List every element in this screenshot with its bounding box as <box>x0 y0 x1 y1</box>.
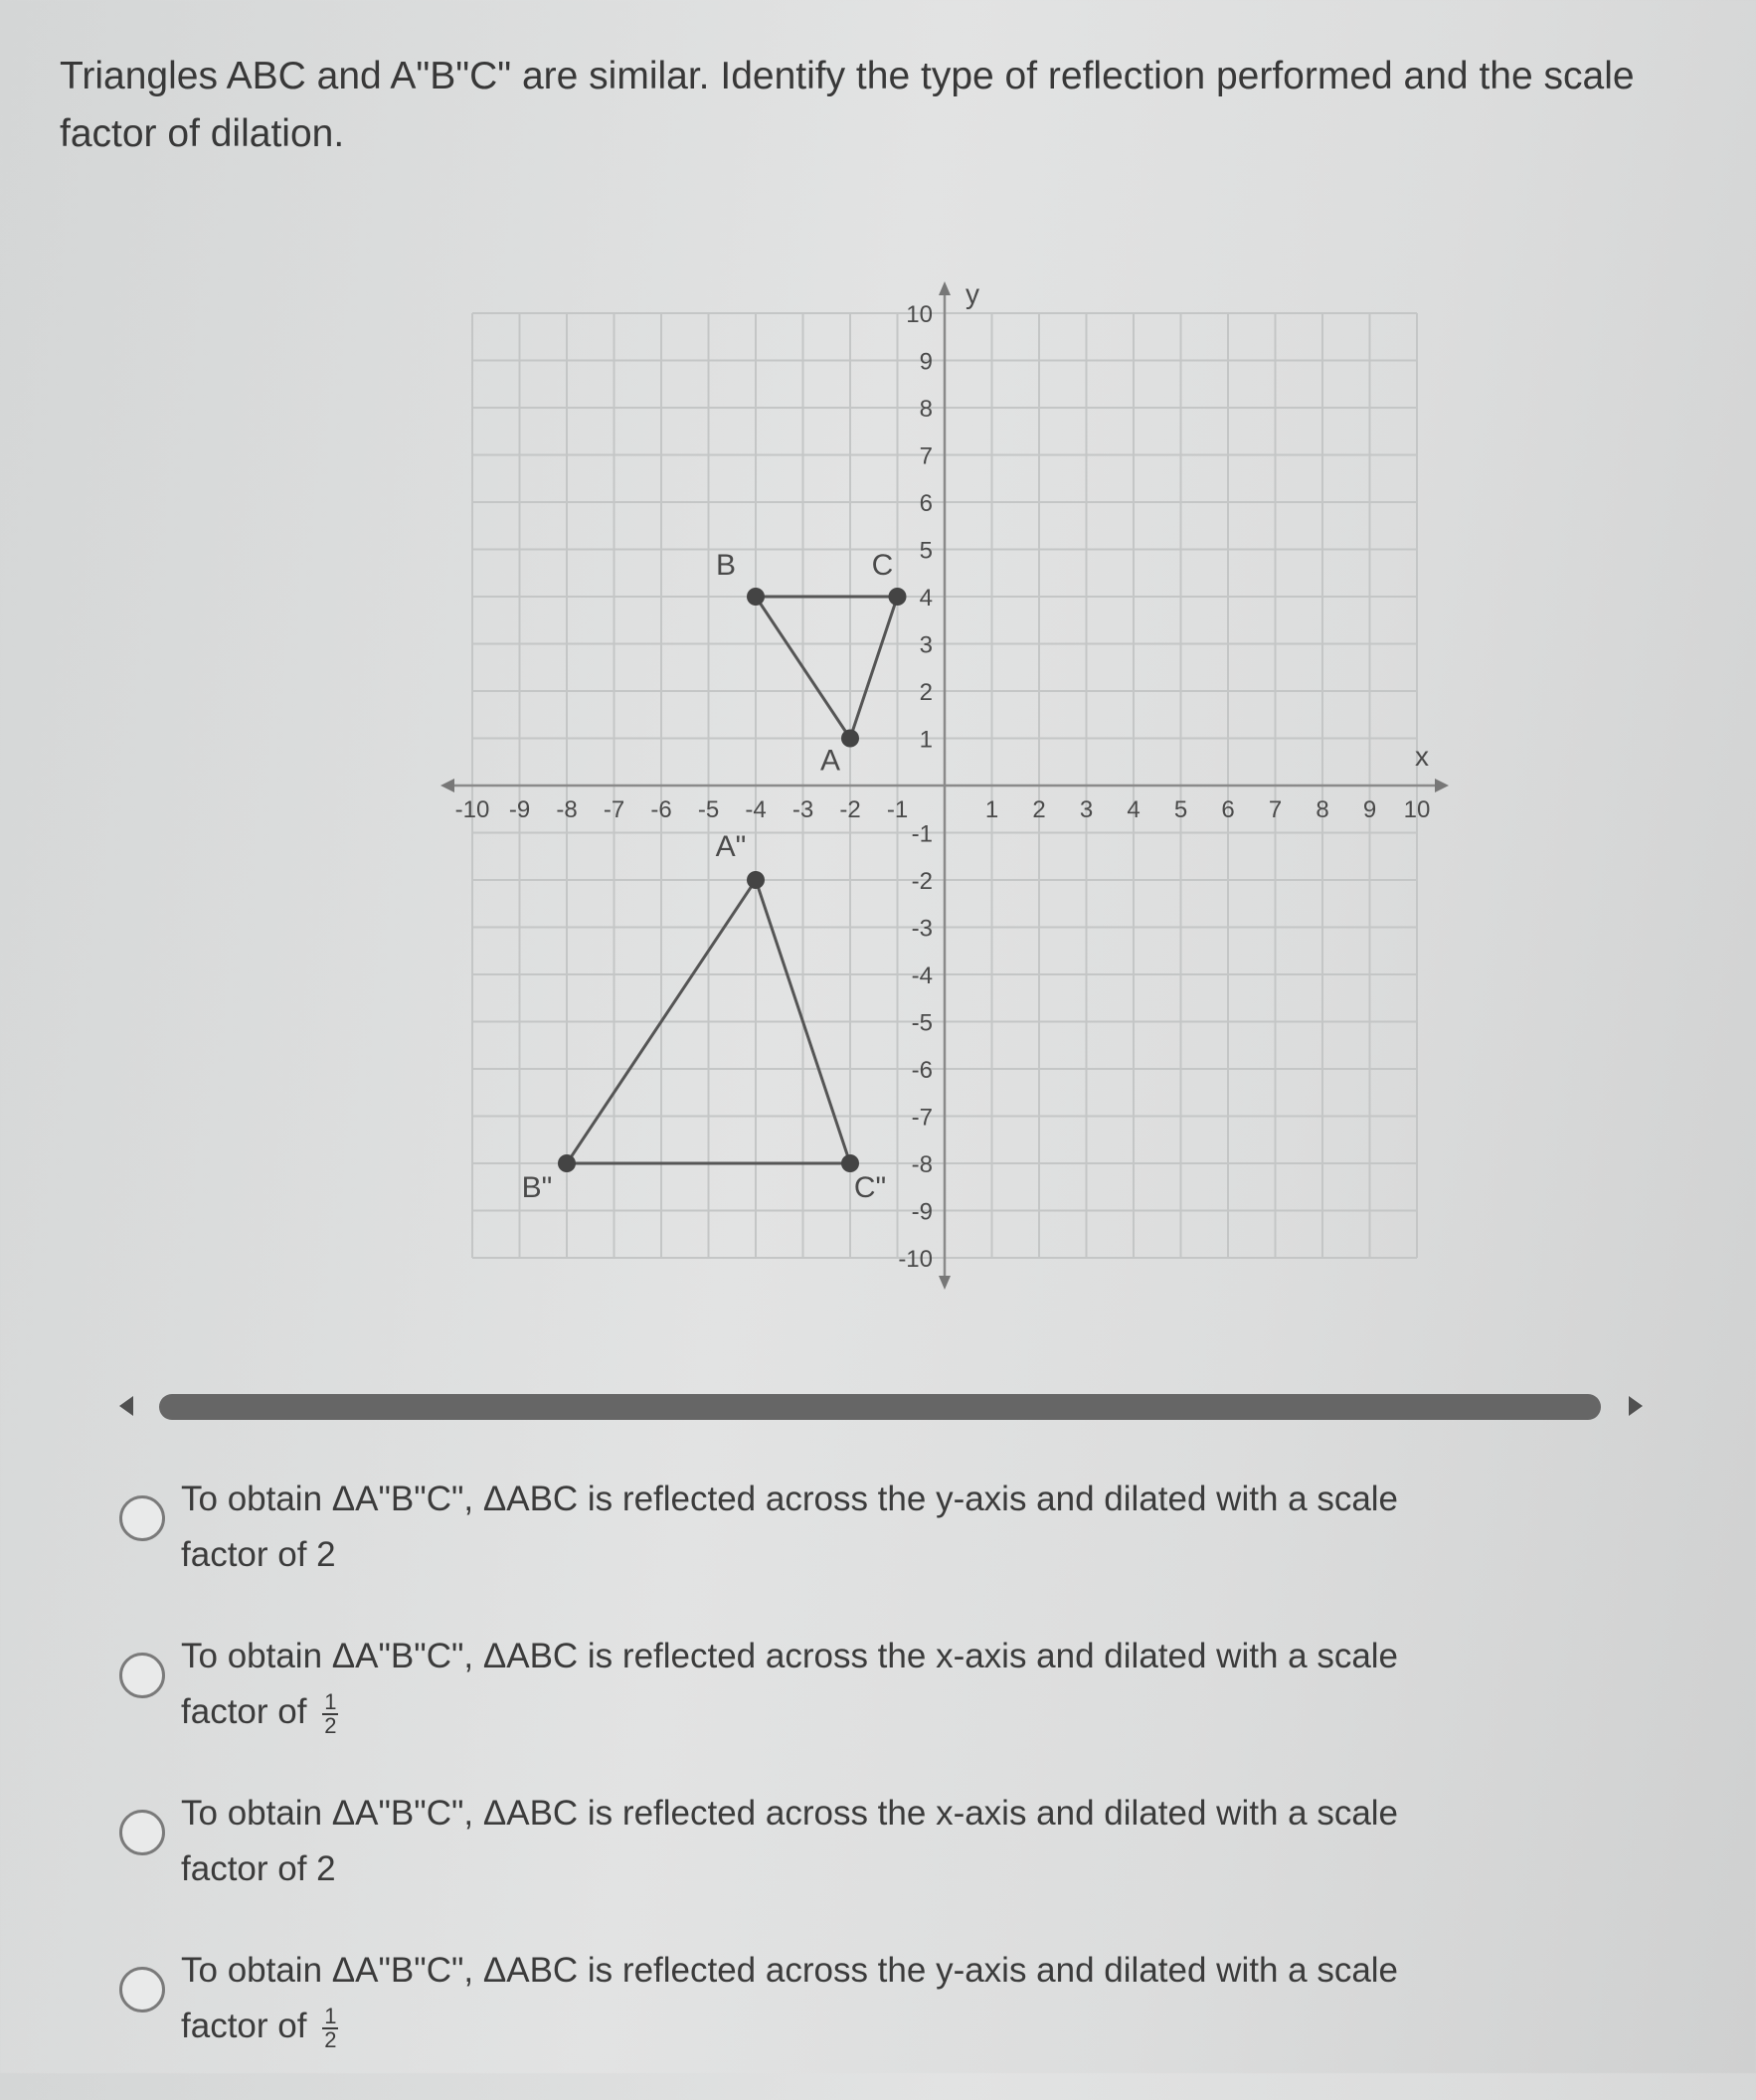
fraction: $\frac{1}{2}$ <box>324 2003 337 2052</box>
x-tick-label: -1 <box>886 796 909 823</box>
y-tick-label: 3 <box>919 631 933 659</box>
vertex-point <box>747 871 765 889</box>
y-tick-label: 10 <box>906 301 933 328</box>
x-tick-label: 7 <box>1268 796 1283 823</box>
x-tick-label: -7 <box>603 796 625 823</box>
y-tick-label: -6 <box>911 1057 933 1084</box>
fraction: $\frac{1}{2}$ <box>324 1688 337 1738</box>
y-tick-label: -10 <box>898 1246 933 1273</box>
y-tick-label: -8 <box>911 1151 933 1178</box>
y-tick-label: 8 <box>919 396 933 423</box>
vertex-point <box>841 730 859 748</box>
y-tick-label: 2 <box>919 679 933 706</box>
radio-button[interactable] <box>119 1967 165 2012</box>
y-tick-label: 1 <box>919 726 933 754</box>
answer-option-4[interactable] <box>119 1943 1670 2054</box>
horizontal-scrollbar[interactable] <box>109 1390 1651 1426</box>
y-tick-label: -4 <box>911 962 933 989</box>
y-tick-label: -9 <box>911 1198 933 1226</box>
x-tick-label: -8 <box>556 796 578 823</box>
x-axis-label: x <box>1415 741 1429 772</box>
x-tick-label: 4 <box>1127 796 1141 823</box>
x-tick-label: -5 <box>697 796 720 823</box>
x-tick-label: 10 <box>1403 796 1431 823</box>
triangle-ABC <box>756 597 898 739</box>
y-tick-label: -2 <box>911 868 933 895</box>
vertex-point <box>889 588 907 606</box>
x-tick-label: 5 <box>1173 796 1188 823</box>
answer-option-1[interactable] <box>119 1472 1670 1583</box>
x-tick-label: 9 <box>1362 796 1377 823</box>
y-axis-down-arrow-icon <box>939 1276 951 1290</box>
x-axis-right-arrow-icon <box>1435 779 1449 792</box>
vertex-point <box>747 588 765 606</box>
y-axis-up-arrow-icon <box>939 281 951 295</box>
y-tick-label: 7 <box>919 442 933 470</box>
scroll-left-arrow-icon[interactable] <box>119 1396 133 1416</box>
radio-button[interactable] <box>119 1495 165 1541</box>
y-tick-label: 4 <box>919 585 933 612</box>
scroll-right-arrow-icon[interactable] <box>1629 1396 1643 1416</box>
y-tick-label: -3 <box>911 915 933 943</box>
y-axis-label: y <box>966 278 979 309</box>
answer-option-2[interactable] <box>119 1629 1670 1740</box>
radio-button[interactable] <box>119 1653 165 1698</box>
x-tick-label: -6 <box>650 796 672 823</box>
vertex-label: B" <box>521 1171 553 1204</box>
vertex-label: A" <box>715 830 747 863</box>
x-tick-label: 3 <box>1079 796 1094 823</box>
vertex-label: C" <box>853 1171 887 1204</box>
answer-options <box>119 1472 1670 2100</box>
question-text: Triangles ABC and A"B"C" are similar. Identify the type of reflection performed and the scale factor of dilation. <box>60 55 1635 155</box>
x-tick-label: -4 <box>745 796 767 823</box>
coordinate-graph <box>398 259 1492 1312</box>
option-text[interactable]: To obtain ΔA"B"C", ΔABC is reflected across the y-axis and dilated with a scale factor of 2 <box>181 1480 1399 1574</box>
option-text[interactable]: To obtain ΔA"B"C", ΔABC is reflected across the y-axis and dilated with a scale factor of $\frac{1}{2}$ <box>181 1951 1399 2052</box>
option-text[interactable]: To obtain ΔA"B"C", ΔABC is reflected across the x-axis and dilated with a scale factor of $\frac{1}{2}$ <box>181 1637 1399 1738</box>
x-tick-label: 8 <box>1316 796 1329 823</box>
x-tick-label: 6 <box>1221 796 1235 823</box>
y-tick-label: 6 <box>919 490 933 517</box>
scroll-thumb[interactable] <box>159 1394 1601 1420</box>
vertex-point <box>841 1154 859 1172</box>
option-text[interactable]: To obtain ΔA"B"C", ΔABC is reflected across the x-axis and dilated with a scale factor of 2 <box>181 1794 1399 1888</box>
radio-button[interactable] <box>119 1810 165 1855</box>
vertex-label: A <box>819 744 841 778</box>
x-tick-label: 2 <box>1032 796 1046 823</box>
y-tick-label: 5 <box>919 537 933 565</box>
x-tick-label: -2 <box>839 796 861 823</box>
y-tick-label: -7 <box>911 1104 933 1132</box>
x-tick-label: -9 <box>508 796 531 823</box>
y-tick-label: 9 <box>919 348 933 376</box>
answer-option-3[interactable] <box>119 1786 1670 1897</box>
x-tick-label: -10 <box>454 796 490 823</box>
vertex-label: B <box>715 549 737 582</box>
y-tick-label: -1 <box>911 820 933 848</box>
graph-canvas <box>398 259 1492 1312</box>
x-axis-left-arrow-icon <box>440 779 454 792</box>
vertex-point <box>558 1154 576 1172</box>
y-tick-label: -5 <box>911 1009 933 1037</box>
x-tick-label: -3 <box>791 796 814 823</box>
x-tick-label: 1 <box>984 796 999 823</box>
vertex-label: C <box>871 549 894 582</box>
